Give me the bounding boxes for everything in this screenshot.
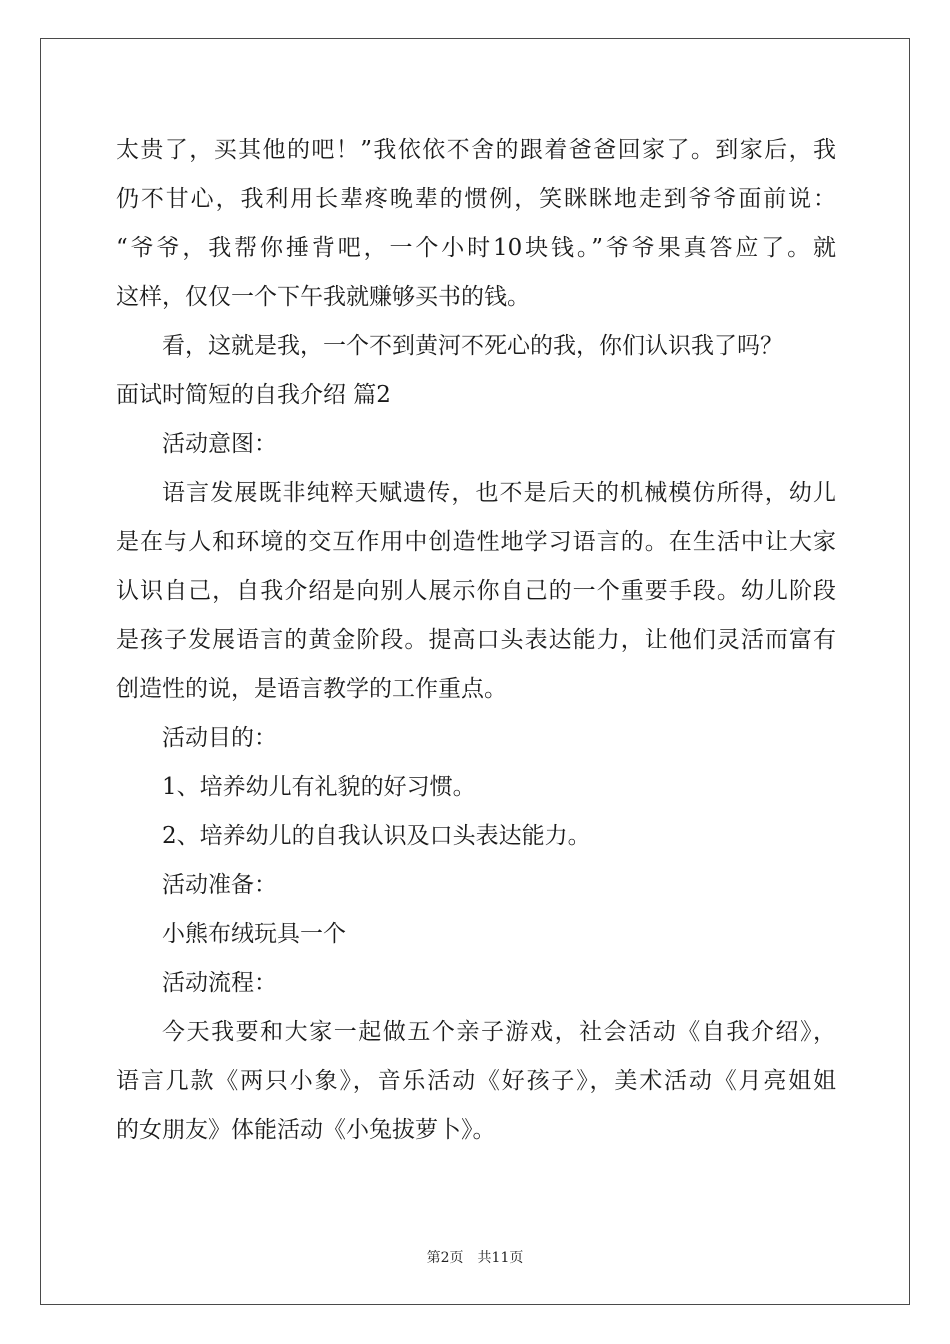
paragraph-line: “爷爷，我帮你捶背吧，一个小时10块钱。”爷爷果真答应了。就 xyxy=(116,235,836,261)
paragraph-line: 是在与人和环境的交互作用中创造性地学习语言的。在生活中让大家 xyxy=(116,529,836,555)
paragraph-line: 今天我要和大家一起做五个亲子游戏，社会活动《自我介绍》， xyxy=(162,1019,836,1045)
paragraph-line: 的女朋友》体能活动《小兔拔萝卜》。 xyxy=(116,1117,496,1143)
subheading-activity-goal: 活动目的： xyxy=(162,725,277,751)
paragraph-line: 小熊布绒玩具一个 xyxy=(162,921,346,947)
document-body xyxy=(116,126,836,1155)
subheading-activity-flow: 活动流程： xyxy=(162,970,277,996)
paragraph-line: 仍不甘心，我利用长辈疼晚辈的惯例，笑眯眯地走到爷爷面前说： xyxy=(116,186,836,212)
list-item: 1、培养幼儿有礼貌的好习惯。 xyxy=(162,774,476,800)
subheading-activity-intent: 活动意图： xyxy=(162,431,277,457)
paragraph-line: 创造性的说，是语言教学的工作重点。 xyxy=(116,676,507,702)
paragraph-line: 这样，仅仅一个下午我就赚够买书的钱。 xyxy=(116,284,530,310)
paragraph-line: 太贵了，买其他的吧！”我依依不舍的跟着爸爸回家了。到家后，我 xyxy=(116,137,836,163)
paragraph-line: 看，这就是我，一个不到黄河不死心的我，你们认识我了吗？ xyxy=(162,333,783,359)
paragraph-line: 语言发展既非纯粹天赋遗传，也不是后天的机械模仿所得，幼儿 xyxy=(162,480,836,506)
subheading-activity-prep: 活动准备： xyxy=(162,872,277,898)
paragraph-line: 是孩子发展语言的黄金阶段。提高口头表达能力，让他们灵活而富有 xyxy=(116,627,836,653)
paragraph-line: 认识自己，自我介绍是向别人展示你自己的一个重要手段。幼儿阶段 xyxy=(116,578,836,604)
section-heading: 面试时简短的自我介绍 篇2 xyxy=(116,382,391,408)
paragraph-line: 语言几款《两只小象》，音乐活动《好孩子》，美术活动《月亮姐姐 xyxy=(116,1068,836,1094)
list-item: 2、培养幼儿的自我认识及口头表达能力。 xyxy=(162,823,591,849)
page-number: 第2页 共11页 xyxy=(426,1250,524,1266)
